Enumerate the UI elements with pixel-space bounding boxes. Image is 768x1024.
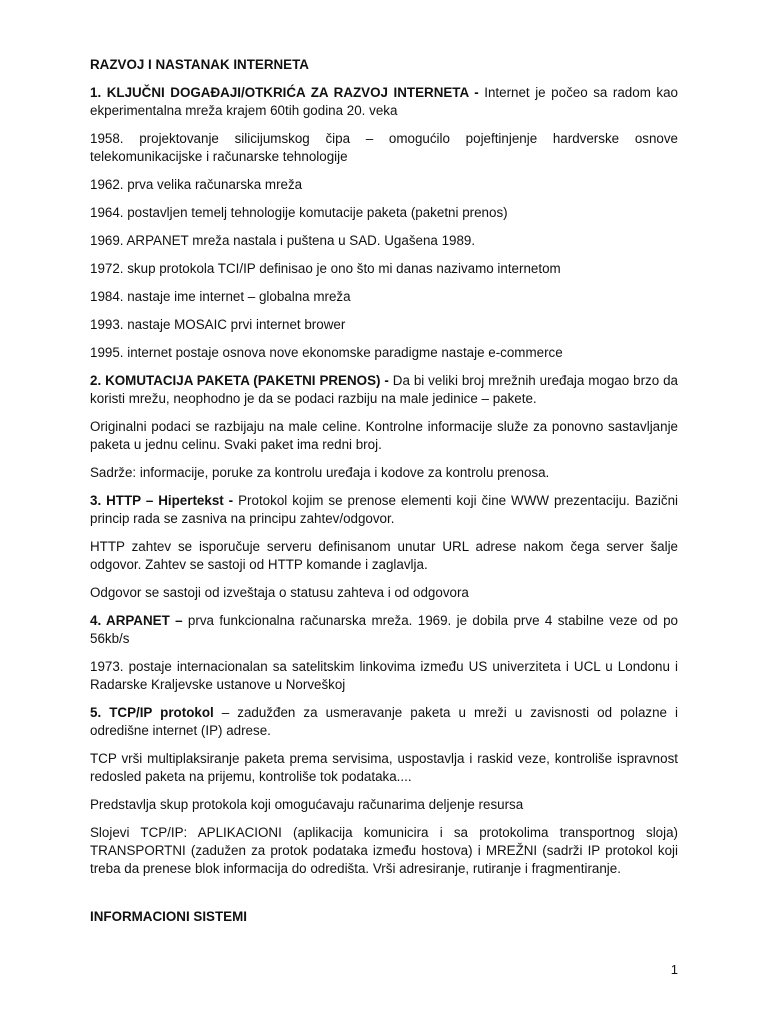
paragraph-text: Internet je počeo sa radom kao ekperimentalna mreža krajem 60tih godina 20. veka (90, 85, 678, 118)
paragraph-text: 1972. skup protokola TCI/IP definisao je ono što mi danas nazivamo internetom (90, 261, 561, 276)
paragraph-text: Da bi veliki broj mrežnih uređaja mogao brzo da koristi mrežu, neophodno je da se podaci razbiju na male jedinice – pakete. (90, 373, 679, 406)
paragraph-heading: 2. KOMUTACIJA PAKETA (PAKETNI PRENOS) - (90, 373, 393, 388)
section-heading: INFORMACIONI SISTEMI (90, 909, 247, 924)
paragraph-heading: 3. HTTP – Hipertekst - (90, 493, 239, 508)
paragraph (90, 704, 678, 740)
paragraph-text: 1993. nastaje MOSAIC prvi internet brower (90, 317, 346, 332)
paragraph-text: 1984. nastaje ime internet – globalna mreža (90, 289, 351, 304)
paragraph (90, 418, 678, 454)
paragraph-heading: 1. KLJUČNI DOGAĐAJI/OTKRIĆA ZA RAZVOJ INTERNETA - (90, 85, 485, 100)
paragraph (90, 464, 678, 482)
paragraph-text: Predstavlja skup protokola koji omogućavaju računarima deljenje resursa (90, 797, 524, 812)
paragraph (90, 492, 678, 528)
paragraph (90, 176, 678, 194)
paragraph (90, 538, 678, 574)
paragraph (90, 344, 678, 362)
paragraph-text: Odgovor se sastoji od izveštaja o statusu zahteva i od odgovora (90, 585, 469, 600)
paragraph (90, 288, 678, 306)
paragraph-heading: 5. TCP/IP protokol (90, 705, 222, 720)
paragraph (90, 824, 678, 878)
paragraph-text: TCP vrši multiplaksiranje paketa prema servisima, uspostavlja i raskid veze, kontroliše ispravnost redosled paketa na prijemu, kontroliše tok podataka.... (90, 751, 678, 784)
paragraph (90, 612, 678, 648)
page-number: 1 (670, 962, 678, 977)
paragraph-text: 1969. ARPANET mreža nastala i puštena u SAD. Ugašena 1989. (90, 233, 476, 248)
paragraph-text: Slojevi TCP/IP: APLIKACIONI (aplikacija komunicira i sa protokolima transportnog sloja) TRANSPORTNI (zadužen za protok podataka između hostova) i MREŽNI (sadrži IP protokol koji treba da prenese blok informacija do odredišta. Vrši adresiranje, rutiranje i fragmentiranje. (90, 825, 678, 876)
paragraph (90, 204, 678, 222)
paragraph-text: – zadužđen za usmeravanje paketa u mreži u zavisnosti od polazne i odredišne internet (IP) adrese. (90, 705, 679, 738)
paragraph (90, 232, 678, 250)
paragraph-text: Sadrže: informacije, poruke za kontrolu uređaja i kodove za kontrolu prenosa. (90, 465, 550, 480)
paragraph-text: 1958. projektovanje silicijumskog čipa – omogućilo pojeftinjenje hardverske osnove telekomunikacijske i računarske tehnologije (90, 131, 678, 164)
paragraph-text: 1995. internet postaje osnova nove ekonomske paradigme nastaje e-commerce (90, 345, 563, 360)
paragraph-text: 1973. postaje internacionalan sa satelitskim linkovima između US univerziteta i UCL u Londonu i Radarske Kraljevske ustanove u Norveškoj (90, 659, 678, 692)
paragraph (90, 84, 678, 120)
paragraph (90, 130, 678, 166)
paragraph (90, 372, 678, 408)
paragraph-text: Protokol kojim se prenose elementi koji čine WWW prezentaciju. Bazični princip rada se zasniva na principu zahtev/odgovor. (90, 493, 678, 526)
paragraph (90, 316, 678, 334)
paragraph-text: prva funkcionalna računarska mreža. 1969. je dobila prve 4 stabilne veze od po 56kb/s (90, 613, 678, 646)
paragraph (90, 260, 678, 278)
document-page (90, 56, 678, 936)
paragraph (90, 658, 678, 694)
paragraph (90, 584, 678, 602)
document-title: RAZVOJ I NASTANAK INTERNETA (90, 57, 309, 72)
paragraph (90, 796, 678, 814)
paragraph-text: 1962. prva velika računarska mreža (90, 177, 303, 192)
paragraph-heading: 4. ARPANET – (90, 613, 188, 628)
paragraph-text: HTTP zahtev se isporučuje serveru definisanom unutar URL adrese nakom čega server šalje odgovor. Zahtev se sastoji od HTTP komande i zaglavlja. (90, 539, 678, 572)
paragraph (90, 750, 678, 786)
paragraph-text: Originalni podaci se razbijaju na male celine. Kontrolne informacije služe za ponovno sastavljanje paketa u jednu celinu. Svaki paket ima redni broj. (90, 419, 678, 452)
paragraph-text: 1964. postavljen temelj tehnologije komutacije paketa (paketni prenos) (90, 205, 508, 220)
